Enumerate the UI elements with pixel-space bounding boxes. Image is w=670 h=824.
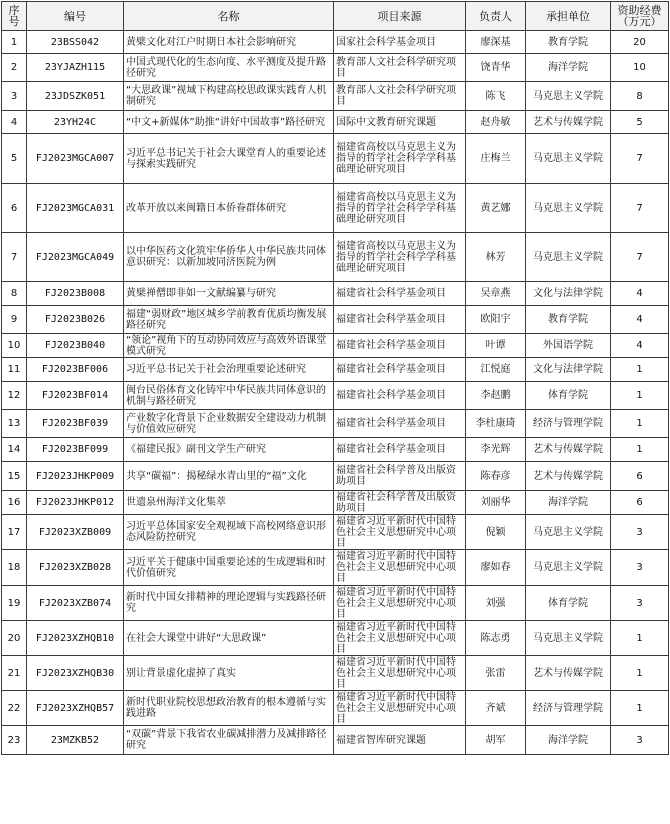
cell-name: 改革开放以来闽籍日本侨眷群体研究 <box>124 184 334 233</box>
table-row <box>2 726 669 755</box>
cell-no: 14 <box>2 438 27 462</box>
cell-unit: 体育学院 <box>526 586 611 621</box>
cell-no: 6 <box>2 184 27 233</box>
cell-source: 教育部人文社会科学研究项目 <box>334 82 466 111</box>
cell-no: 5 <box>2 134 27 184</box>
cell-unit: 艺术与传媒学院 <box>526 111 611 134</box>
cell-unit: 艺术与传媒学院 <box>526 438 611 462</box>
cell-name: 习近平关于健康中国重要论述的生成逻辑和时代价值研究 <box>124 550 334 586</box>
cell-code: FJ2023XZB028 <box>27 550 124 586</box>
projects-table <box>1 1 669 755</box>
cell-person: 陈志勇 <box>466 621 526 656</box>
cell-fund: 1 <box>611 438 669 462</box>
cell-no: 1 <box>2 31 27 54</box>
cell-no: 19 <box>2 586 27 621</box>
cell-no: 17 <box>2 515 27 550</box>
cell-person: 张雷 <box>466 656 526 691</box>
cell-name: 别让背景虚化虚掉了真实 <box>124 656 334 691</box>
cell-unit: 外国语学院 <box>526 334 611 358</box>
cell-person: 陈飞 <box>466 82 526 111</box>
cell-person: 刘强 <box>466 586 526 621</box>
table-row <box>2 382 669 410</box>
cell-source: 福建省高校以马克思主义为指导的哲学社会科学学科基础理论研究项目 <box>334 184 466 233</box>
cell-fund: 8 <box>611 82 669 111</box>
cell-source: 国际中文教育研究课题 <box>334 111 466 134</box>
table-row <box>2 82 669 111</box>
cell-code: FJ2023JHKP009 <box>27 462 124 491</box>
cell-code: FJ2023XZHQB57 <box>27 691 124 726</box>
table-row <box>2 438 669 462</box>
table-row <box>2 462 669 491</box>
cell-fund: 10 <box>611 54 669 82</box>
cell-source: 福建省高校以马克思主义为指导的哲学社会科学学科基础理论研究项目 <box>334 233 466 282</box>
cell-code: FJ2023B008 <box>27 282 124 306</box>
cell-no: 10 <box>2 334 27 358</box>
table-row <box>2 282 669 306</box>
cell-fund: 3 <box>611 586 669 621</box>
cell-unit: 教育学院 <box>526 306 611 334</box>
cell-fund: 4 <box>611 306 669 334</box>
cell-fund: 3 <box>611 515 669 550</box>
cell-code: FJ2023MGCA007 <box>27 134 124 184</box>
table-row <box>2 358 669 382</box>
cell-fund: 6 <box>611 491 669 515</box>
cell-no: 18 <box>2 550 27 586</box>
cell-name: 习近平总书记关于社会治理重要论述研究 <box>124 358 334 382</box>
cell-source: 福建省社会科学普及出版资助项目 <box>334 462 466 491</box>
table-body <box>2 31 669 755</box>
cell-unit: 马克思主义学院 <box>526 515 611 550</box>
cell-person: 陈春彦 <box>466 462 526 491</box>
cell-unit: 艺术与传媒学院 <box>526 462 611 491</box>
cell-person: 倪颖 <box>466 515 526 550</box>
cell-name: 新时代职业院校思想政治教育的根本遵循与实践进路 <box>124 691 334 726</box>
cell-person: 李杜康琦 <box>466 410 526 438</box>
cell-source: 国家社会科学基金项目 <box>334 31 466 54</box>
cell-unit: 文化与法律学院 <box>526 282 611 306</box>
cell-unit: 文化与法律学院 <box>526 358 611 382</box>
table-row <box>2 111 669 134</box>
cell-source: 教育部人文社会科学研究项目 <box>334 54 466 82</box>
cell-no: 9 <box>2 306 27 334</box>
cell-name: 福建“弱财政”地区城乡学前教育优质均衡发展路径研究 <box>124 306 334 334</box>
cell-no: 22 <box>2 691 27 726</box>
cell-code: FJ2023B026 <box>27 306 124 334</box>
cell-code: FJ2023XZHQB10 <box>27 621 124 656</box>
cell-code: FJ2023BF006 <box>27 358 124 382</box>
cell-name: 共享“碳福”：揭秘绿水青山里的“福”文化 <box>124 462 334 491</box>
cell-unit: 马克思主义学院 <box>526 134 611 184</box>
cell-source: 福建省高校以马克思主义为指导的哲学社会科学学科基础理论研究项目 <box>334 134 466 184</box>
cell-code: FJ2023XZB074 <box>27 586 124 621</box>
cell-unit: 马克思主义学院 <box>526 82 611 111</box>
cell-name: 产业数字化背景下企业数据安全建设动力机制与价值效应研究 <box>124 410 334 438</box>
cell-name: 在社会大课堂中讲好“大思政课” <box>124 621 334 656</box>
cell-name: 习近平总书记关于社会大课堂育人的重要论述与探索实践研究 <box>124 134 334 184</box>
table-row <box>2 334 669 358</box>
cell-fund: 4 <box>611 282 669 306</box>
header-name: 名称 <box>124 2 334 31</box>
cell-name: 闽台民俗体育文化铸牢中华民族共同体意识的机制与路径研究 <box>124 382 334 410</box>
table-row <box>2 184 669 233</box>
cell-unit: 海洋学院 <box>526 491 611 515</box>
cell-person: 廖深基 <box>466 31 526 54</box>
cell-unit: 体育学院 <box>526 382 611 410</box>
cell-fund: 20 <box>611 31 669 54</box>
cell-source: 福建省社会科学基金项目 <box>334 382 466 410</box>
cell-name: 世遗泉州海洋文化集萃 <box>124 491 334 515</box>
cell-no: 11 <box>2 358 27 382</box>
cell-no: 13 <box>2 410 27 438</box>
cell-no: 12 <box>2 382 27 410</box>
table-row <box>2 233 669 282</box>
cell-code: FJ2023JHKP012 <box>27 491 124 515</box>
table-row <box>2 691 669 726</box>
cell-person: 吴章燕 <box>466 282 526 306</box>
cell-person: 叶谭 <box>466 334 526 358</box>
header-no: 序号 <box>2 2 27 31</box>
table-row <box>2 410 669 438</box>
cell-fund: 7 <box>611 184 669 233</box>
cell-code: 23YH24C <box>27 111 124 134</box>
cell-person: 林芳 <box>466 233 526 282</box>
cell-name: 新时代中国女排精神的理论逻辑与实践路径研究 <box>124 586 334 621</box>
cell-unit: 马克思主义学院 <box>526 550 611 586</box>
header-row <box>2 2 669 31</box>
cell-person: 赵舟敏 <box>466 111 526 134</box>
cell-fund: 3 <box>611 726 669 755</box>
cell-source: 福建省习近平新时代中国特色社会主义思想研究中心项目 <box>334 515 466 550</box>
cell-code: 23MZKB52 <box>27 726 124 755</box>
cell-source: 福建省社会科学普及出版资助项目 <box>334 491 466 515</box>
cell-no: 16 <box>2 491 27 515</box>
table-row <box>2 54 669 82</box>
table-row <box>2 515 669 550</box>
cell-source: 福建省社会科学基金项目 <box>334 358 466 382</box>
cell-no: 3 <box>2 82 27 111</box>
cell-person: 欧阳宇 <box>466 306 526 334</box>
cell-person: 刘丽华 <box>466 491 526 515</box>
cell-source: 福建省社会科学基金项目 <box>334 438 466 462</box>
cell-fund: 3 <box>611 550 669 586</box>
cell-name: 以中华医药文化筑牢华侨华人中华民族共同体意识研究：以新加坡同济医院为例 <box>124 233 334 282</box>
cell-fund: 1 <box>611 358 669 382</box>
cell-code: FJ2023XZHQB30 <box>27 656 124 691</box>
cell-source: 福建省社会科学基金项目 <box>334 410 466 438</box>
cell-unit: 海洋学院 <box>526 726 611 755</box>
cell-person: 庄梅兰 <box>466 134 526 184</box>
cell-fund: 5 <box>611 111 669 134</box>
header-person: 负责人 <box>466 2 526 31</box>
cell-name: “大思政课”视域下构建高校思政课实践育人机制研究 <box>124 82 334 111</box>
cell-fund: 1 <box>611 621 669 656</box>
header-source: 项目来源 <box>334 2 466 31</box>
cell-source: 福建省社会科学基金项目 <box>334 334 466 358</box>
cell-person: 齐斌 <box>466 691 526 726</box>
cell-fund: 7 <box>611 233 669 282</box>
cell-fund: 1 <box>611 382 669 410</box>
cell-code: FJ2023B040 <box>27 334 124 358</box>
cell-code: 23BSS042 <box>27 31 124 54</box>
cell-name: “领论”视角下的互动协同效应与高效外语课堂模式研究 <box>124 334 334 358</box>
cell-no: 4 <box>2 111 27 134</box>
cell-code: 23JDSZK051 <box>27 82 124 111</box>
cell-source: 福建省智库研究课题 <box>334 726 466 755</box>
cell-source: 福建省社会科学基金项目 <box>334 282 466 306</box>
header-code: 编号 <box>27 2 124 31</box>
cell-person: 黄艺娜 <box>466 184 526 233</box>
cell-person: 胡军 <box>466 726 526 755</box>
cell-no: 2 <box>2 54 27 82</box>
cell-fund: 4 <box>611 334 669 358</box>
table-row <box>2 31 669 54</box>
cell-name: “中文+新媒体”助推“讲好中国故事”路径研究 <box>124 111 334 134</box>
cell-fund: 7 <box>611 134 669 184</box>
cell-no: 20 <box>2 621 27 656</box>
cell-no: 7 <box>2 233 27 282</box>
cell-fund: 1 <box>611 691 669 726</box>
cell-person: 饶青华 <box>466 54 526 82</box>
table-row <box>2 621 669 656</box>
cell-person: 李赵鹏 <box>466 382 526 410</box>
cell-source: 福建省习近平新时代中国特色社会主义思想研究中心项目 <box>334 691 466 726</box>
table-row <box>2 306 669 334</box>
cell-code: FJ2023MGCA031 <box>27 184 124 233</box>
cell-unit: 经济与管理学院 <box>526 691 611 726</box>
cell-person: 廖如春 <box>466 550 526 586</box>
cell-person: 江悦庭 <box>466 358 526 382</box>
cell-unit: 马克思主义学院 <box>526 233 611 282</box>
cell-unit: 马克思主义学院 <box>526 184 611 233</box>
cell-no: 21 <box>2 656 27 691</box>
cell-name: 黄檗禅僧即非如一文献编纂与研究 <box>124 282 334 306</box>
cell-code: FJ2023BF014 <box>27 382 124 410</box>
cell-fund: 6 <box>611 462 669 491</box>
cell-source: 福建省社会科学基金项目 <box>334 306 466 334</box>
cell-unit: 教育学院 <box>526 31 611 54</box>
cell-name: 中国式现代化的生态向度、水平测度及提升路径研究 <box>124 54 334 82</box>
cell-name: “双碳”背景下我省农业碳减排潜力及减排路径研究 <box>124 726 334 755</box>
cell-fund: 1 <box>611 656 669 691</box>
cell-code: FJ2023BF039 <box>27 410 124 438</box>
cell-no: 23 <box>2 726 27 755</box>
cell-name: 习近平总体国家安全观视域下高校网络意识形态风险防控研究 <box>124 515 334 550</box>
cell-source: 福建省习近平新时代中国特色社会主义思想研究中心项目 <box>334 656 466 691</box>
cell-fund: 1 <box>611 410 669 438</box>
table-row <box>2 550 669 586</box>
cell-no: 8 <box>2 282 27 306</box>
table-row <box>2 656 669 691</box>
cell-code: FJ2023XZB009 <box>27 515 124 550</box>
header-fund: 资助经费（万元） <box>611 2 669 31</box>
cell-no: 15 <box>2 462 27 491</box>
cell-name: 黄檗文化对江户时期日本社会影响研究 <box>124 31 334 54</box>
cell-code: FJ2023BF099 <box>27 438 124 462</box>
cell-unit: 艺术与传媒学院 <box>526 656 611 691</box>
header-unit: 承担单位 <box>526 2 611 31</box>
cell-person: 李光辉 <box>466 438 526 462</box>
cell-code: 23YJAZH115 <box>27 54 124 82</box>
cell-unit: 海洋学院 <box>526 54 611 82</box>
cell-name: 《福建民报》副刊文学生产研究 <box>124 438 334 462</box>
cell-source: 福建省习近平新时代中国特色社会主义思想研究中心项目 <box>334 621 466 656</box>
cell-code: FJ2023MGCA049 <box>27 233 124 282</box>
cell-source: 福建省习近平新时代中国特色社会主义思想研究中心项目 <box>334 550 466 586</box>
cell-unit: 马克思主义学院 <box>526 621 611 656</box>
table-row <box>2 491 669 515</box>
table-row <box>2 134 669 184</box>
table-row <box>2 586 669 621</box>
cell-source: 福建省习近平新时代中国特色社会主义思想研究中心项目 <box>334 586 466 621</box>
cell-unit: 经济与管理学院 <box>526 410 611 438</box>
